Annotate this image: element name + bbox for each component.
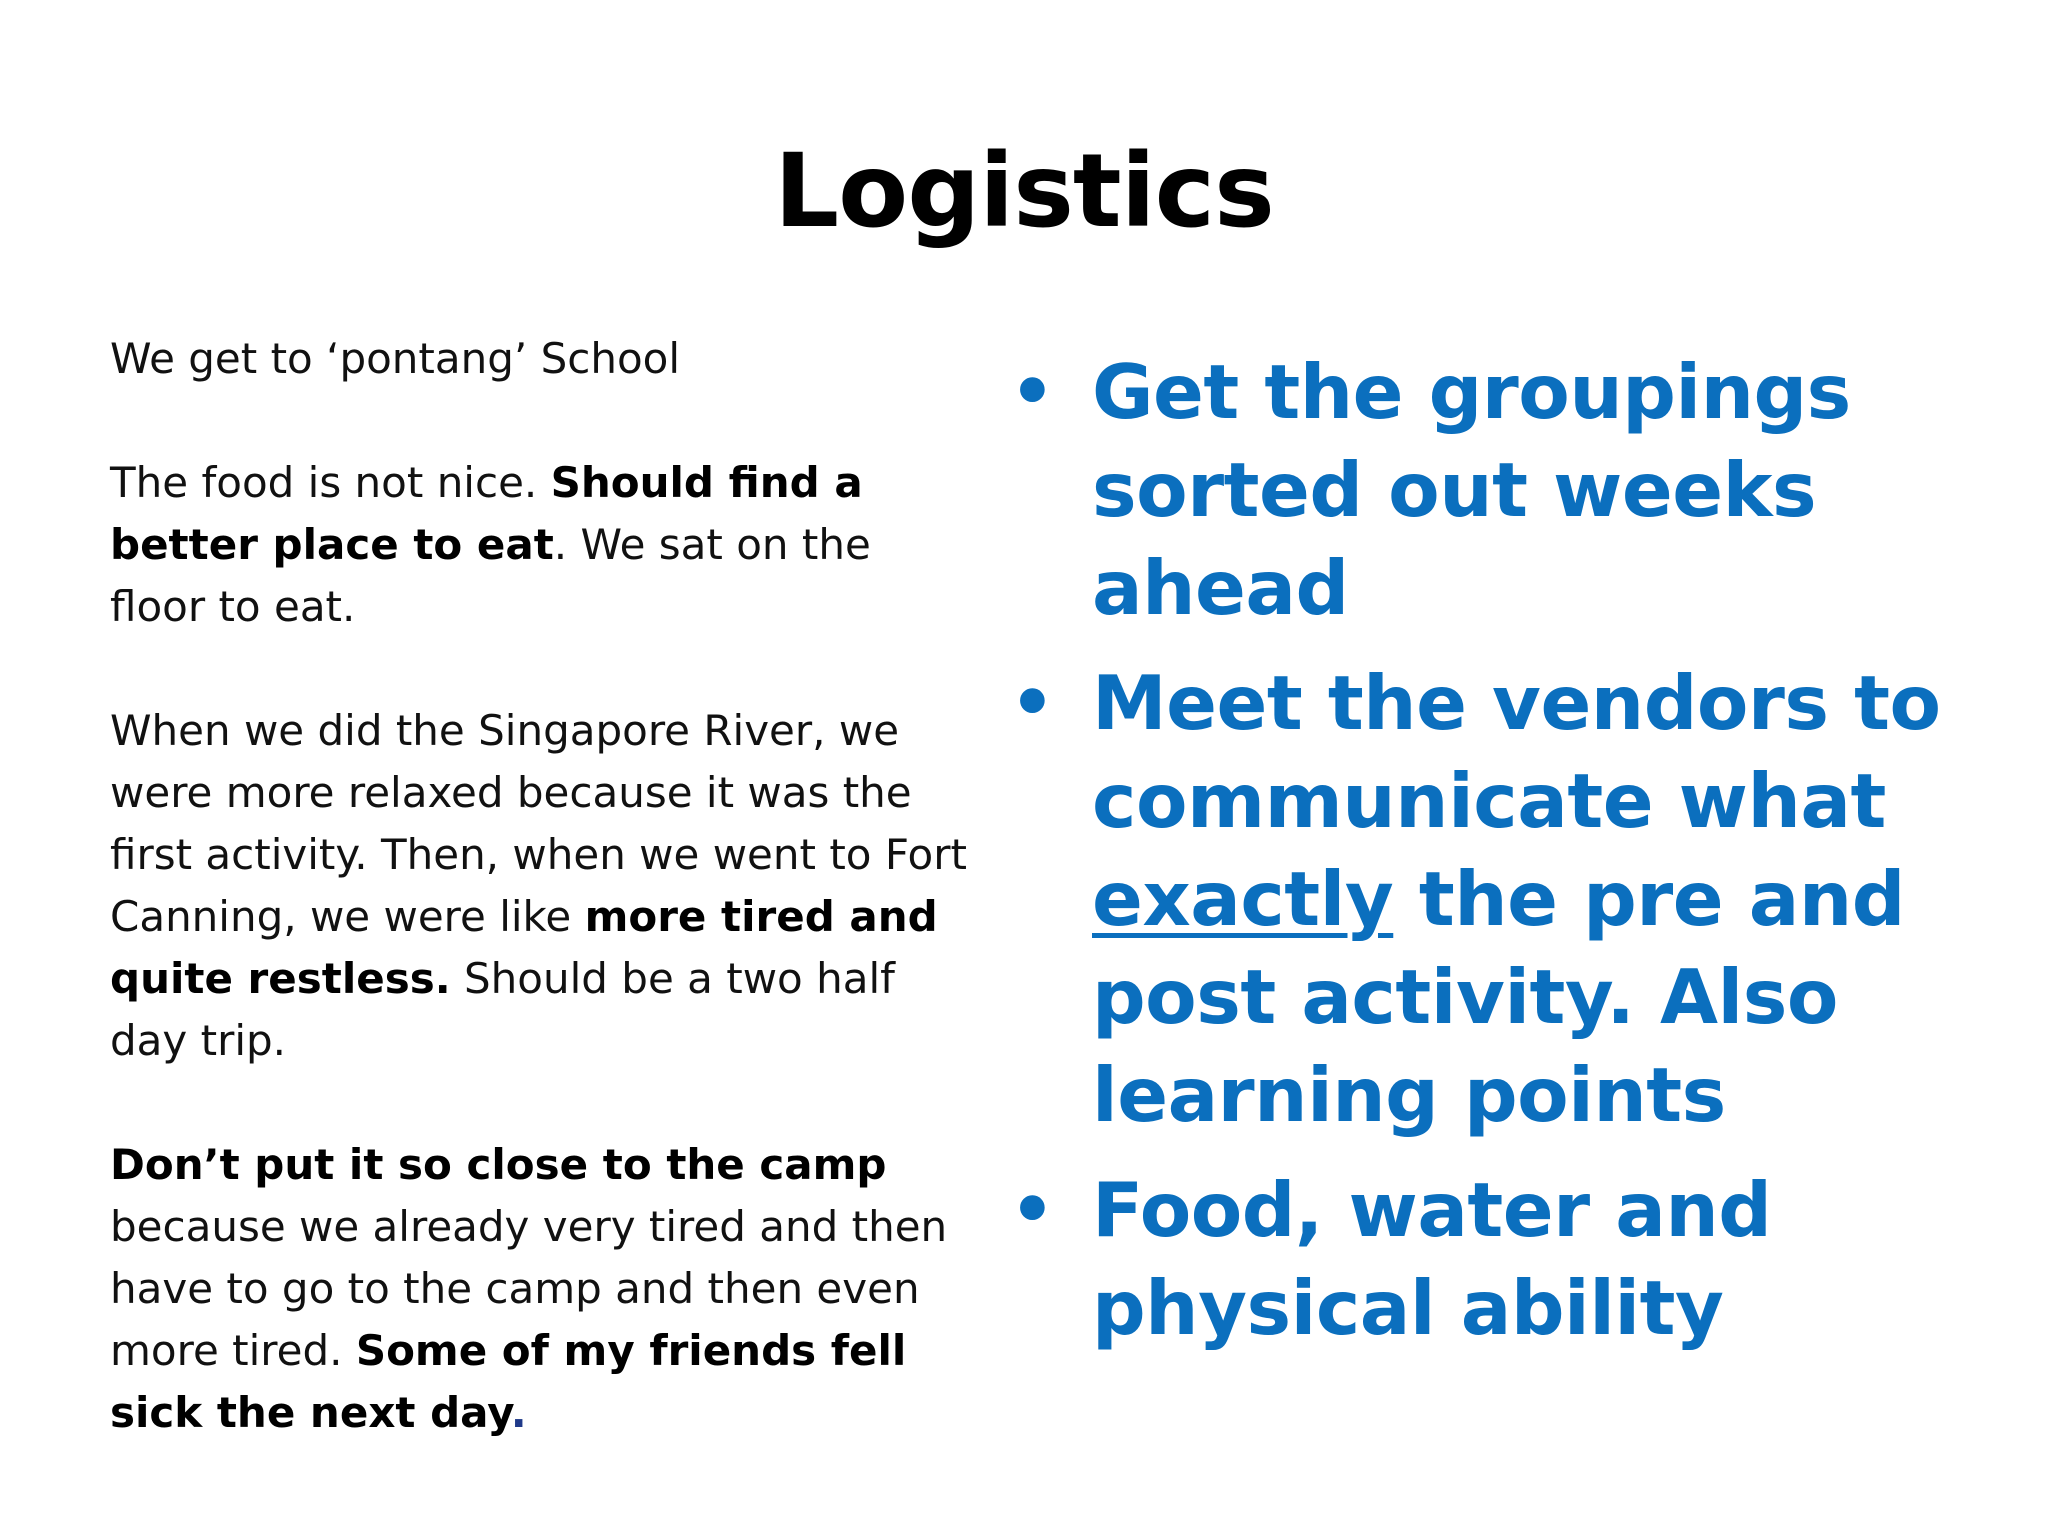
left-text-column xyxy=(110,328,970,1506)
camp-text-period: . xyxy=(510,1388,527,1437)
river-text-a: When we did the Singapore River, we were more relaxed because it was the first activity. Then, when we went to Fort Canning, we were like xyxy=(110,706,967,941)
bullet-groupings-text: Get the groupings sorted out weeks ahead xyxy=(1092,348,1851,632)
bullet-food-water-text: Food, water and physical ability xyxy=(1092,1166,1772,1352)
river-text-bold: more tired and quite restless. xyxy=(110,892,938,1003)
camp-text-b: because we already very tired and then have to go to the camp and then even more tired. xyxy=(110,1202,948,1375)
food-text-a: The food is not nice. xyxy=(110,458,551,507)
slide-title: Logistics xyxy=(774,132,1274,251)
bullet-dot-icon: • xyxy=(1010,662,1055,744)
bullet-vendors-underlined: exactly xyxy=(1092,855,1394,943)
bullet-vendors-text-a: Meet the vendors to communicate what xyxy=(1092,659,1941,845)
bullet-groupings xyxy=(1010,343,2010,637)
bullet-dot-icon: • xyxy=(1010,1169,1055,1251)
paragraph-camp xyxy=(110,1134,970,1444)
paragraph-food xyxy=(110,452,970,638)
camp-text-bold-a: Don’t put it so close to the camp xyxy=(110,1140,887,1189)
paragraph-pontang-text: We get to ‘pontang’ School xyxy=(110,334,681,383)
bullet-food-water xyxy=(1010,1161,2010,1357)
bullet-vendors-text-b: the pre and post activity. Also learning points xyxy=(1092,855,1905,1139)
river-text-c: Should be a two half day trip. xyxy=(110,954,895,1065)
bullet-dot-icon: • xyxy=(1010,351,1055,433)
right-bullet-list xyxy=(1010,343,2010,1374)
bullet-vendors xyxy=(1010,654,2010,1144)
food-text-c: . We sat on the floor to eat. xyxy=(110,520,871,631)
food-text-bold: Should find a better place to eat xyxy=(110,458,863,569)
camp-text-bold-c: Some of my friends fell sick the next day xyxy=(110,1326,907,1437)
paragraph-pontang xyxy=(110,328,970,390)
paragraph-river xyxy=(110,700,970,1072)
